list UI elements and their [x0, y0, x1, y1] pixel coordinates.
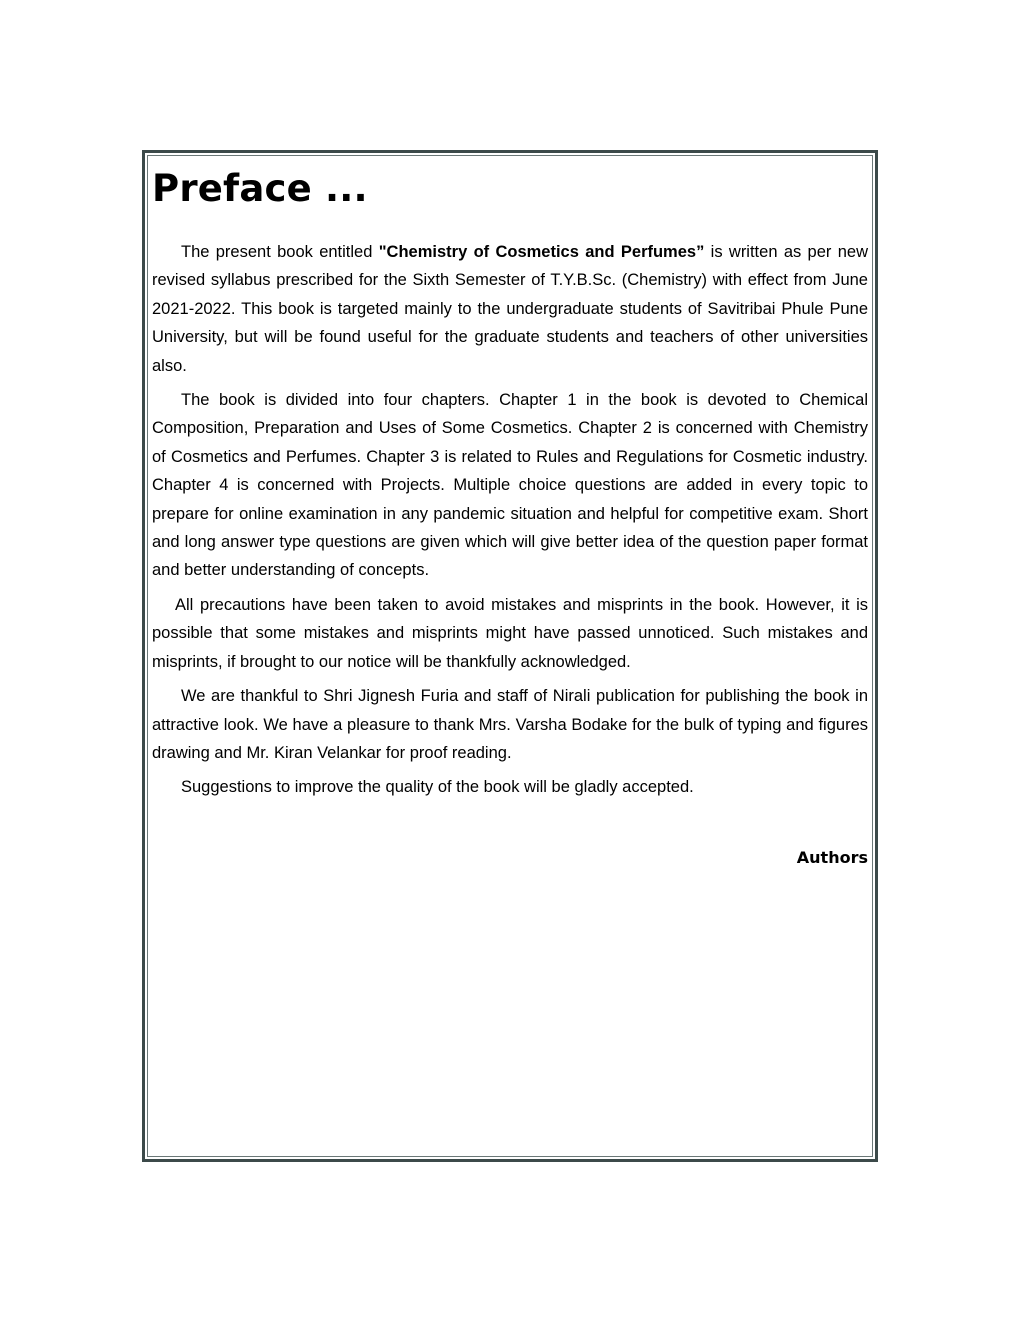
paragraph-suggestions: Suggestions to improve the quality of the book will be gladly accepted.: [181, 778, 694, 797]
paragraph-intro-after: is written as per new revised syllabus prescribed for the Sixth Semester of T.Y.B.Sc. (Chemistry) with effect from June 2021-2022. This book is targeted mainly to the undergraduate students of Savitribai Phule Pune University, but will be found useful for the graduate students and teachers of other universities also.: [152, 243, 868, 375]
signature-authors: Authors: [796, 847, 868, 867]
paragraph-precautions: All precautions have been taken to avoid mistakes and misprints in the book. However, it is possible that some mistakes and misprints might have passed unnoticed. Such mistakes and misprints, if brought to our notice will be thankfully acknowledged.: [152, 595, 868, 671]
page-frame-inner: [147, 155, 873, 1157]
paragraph-intro-before: The present book entitled: [181, 243, 379, 261]
paragraph-thanks: We are thankful to Shri Jignesh Furia and staff of Nirali publication for publishing the book in attractive look. We have a pleasure to thank Mrs. Varsha Bodake for the bulk of typing and figures drawing and Mr. Kiran Velankar for proof reading.: [152, 687, 868, 762]
page-title: Preface ...: [152, 167, 368, 210]
book-title: "Chemistry of Cosmetics and Perfumes”: [378, 243, 705, 261]
paragraph-intro: [152, 238, 868, 380]
preface-content: [152, 164, 868, 867]
page-frame: [142, 150, 878, 1162]
paragraph-chapters: The book is divided into four chapters. Chapter 1 in the book is devoted to Chemical Composition, Preparation and Uses of Some Cosmetics. Chapter 2 is concerned with Chemistry of Cosmetics and Perfumes. Chapter 3 is related to Rules and Regulations for Cosmetic industry. Chapter 4 is concerned with Projects. Multiple choice questions are added in every topic to prepare for online examination in any pandemic situation and helpful for competitive exam. Short and long answer type questions are given which will give better idea of the question paper format and better understanding of concepts.: [152, 391, 868, 580]
